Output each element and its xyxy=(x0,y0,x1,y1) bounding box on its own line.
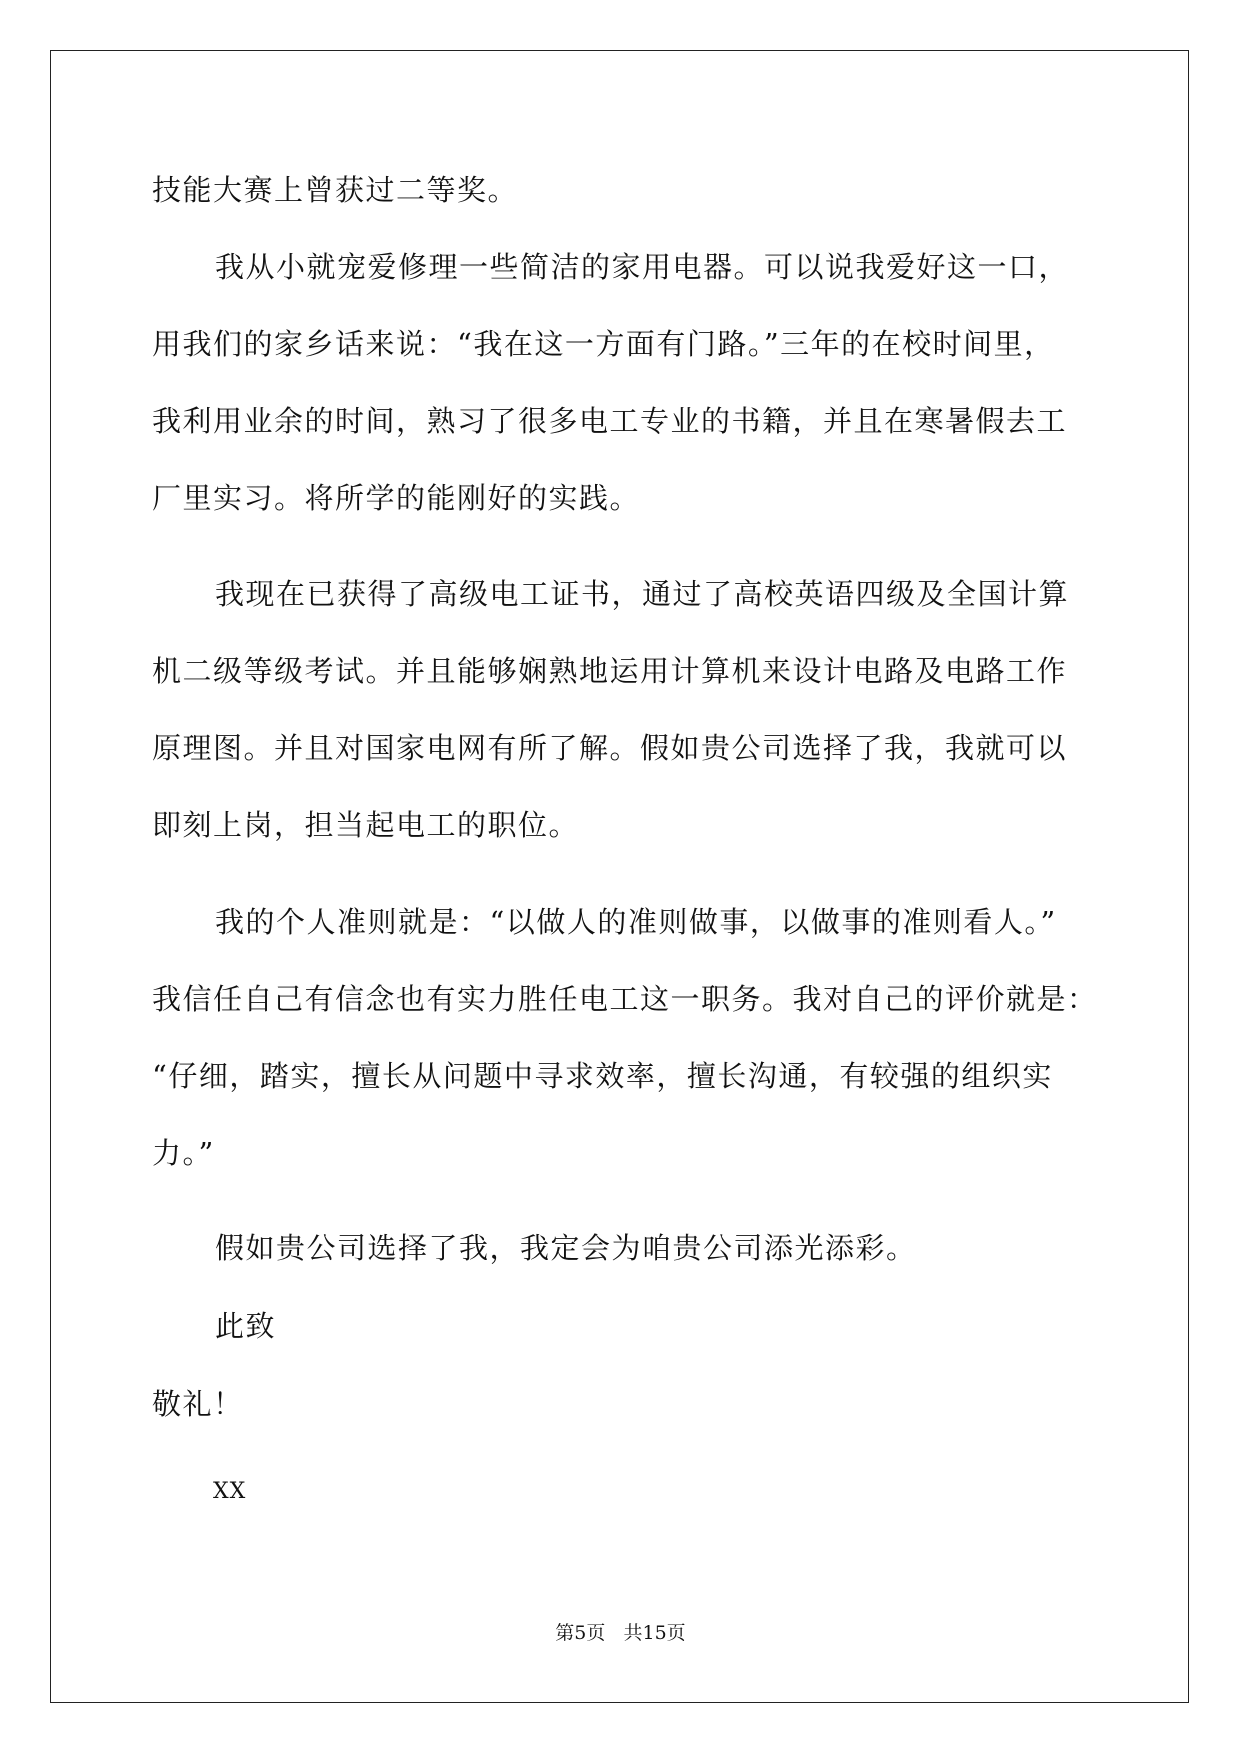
text-line: 厂里实习。将所学的能刚好的实践。 xyxy=(152,481,641,515)
text-line: 我的个人准则就是：“以做人的准则做事，以做事的准则看人。” xyxy=(215,905,1057,939)
text-line: 机二级等级考试。并且能够娴熟地运用计算机来设计电路及电路工作 xyxy=(152,654,1068,688)
text-line: 我现在已获得了高级电工证书，通过了高校英语四级及全国计算 xyxy=(215,577,1070,611)
text-line: 假如贵公司选择了我，我定会为咱贵公司添光添彩。 xyxy=(215,1231,917,1265)
page-border xyxy=(50,50,1189,1703)
text-line: 技能大赛上曾获过二等奖。 xyxy=(152,173,519,207)
page-footer: 第5页 共15页 xyxy=(555,1622,686,1644)
text-line: 力。” xyxy=(152,1136,215,1170)
text-line: 我利用业余的时间，熟习了很多电工专业的书籍，并且在寒暑假去工 xyxy=(152,404,1068,438)
text-line: “仔细，踏实，擅长从问题中寻求效率，擅长沟通，有较强的组织实 xyxy=(152,1059,1053,1093)
signature: XX xyxy=(213,1479,247,1504)
text-line: 即刻上岗，担当起电工的职位。 xyxy=(152,808,580,842)
text-line: 我从小就宠爱修理一些简洁的家用电器。可以说我爱好这一口， xyxy=(215,250,1070,284)
text-line: 用我们的家乡话来说：“我在这一方面有门路。”三年的在校时间里， xyxy=(152,327,1055,361)
text-line: 原理图。并且对国家电网有所了解。假如贵公司选择了我，我就可以 xyxy=(152,731,1068,765)
closing-regards: 敬礼！ xyxy=(152,1387,244,1421)
closing-salutation: 此致 xyxy=(215,1309,277,1343)
text-line: 我信任自己有信念也有实力胜任电工这一职务。我对自己的评价就是： xyxy=(152,982,1098,1016)
